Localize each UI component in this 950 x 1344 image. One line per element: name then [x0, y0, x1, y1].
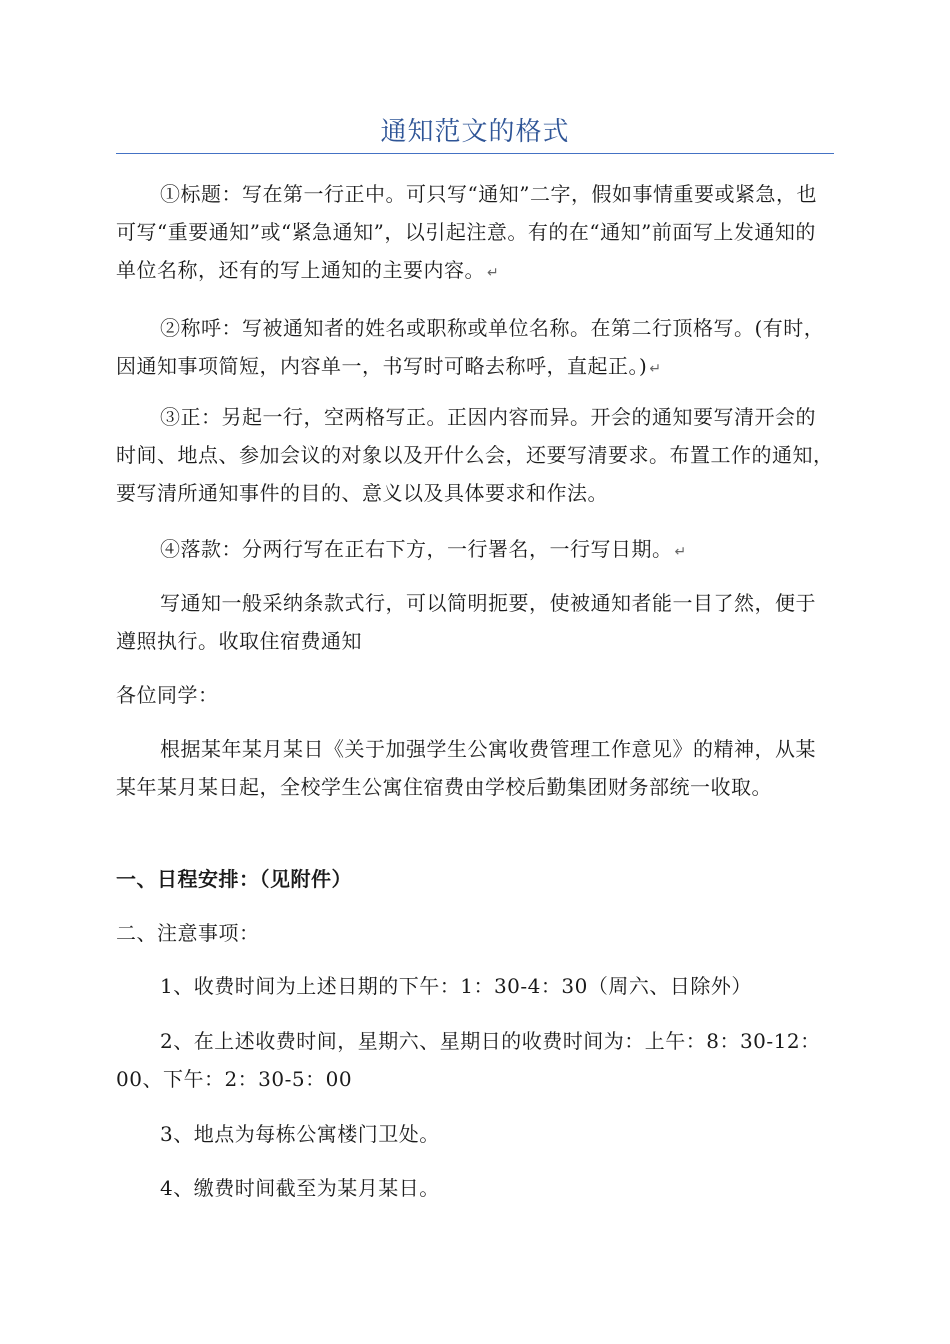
paragraph-signature-rule [116, 530, 836, 571]
page-title: 通知范文的格式 [380, 117, 570, 147]
paragraph-text: ④落款：分两行写在正右下方，一行署名，一行写日期。 [160, 537, 673, 561]
paragraph-mark-icon: ↵ [487, 265, 500, 281]
paragraph-mark-icon: ↵ [674, 544, 687, 560]
note-item-4: 4、缴费时间截至为某月某日。 [160, 1176, 440, 1200]
section-heading-schedule: 一、日程安排：（见附件） [116, 867, 352, 891]
note-item-2: 2、在上述收费时间，星期六、星期日的收费时间为：上午：8：30-12：00、下午：2：30-5：00 [116, 1029, 821, 1091]
paragraph-text: ③正：另起一行，空两格写正。正因内容而异。开会的通知要写清开会的时间、地点、参加会议的对象以及开什么会，还要写清要求。布置工作的通知，要写清所通知事件的目的、意义以及具体要求和作法。 [116, 405, 834, 505]
title-underline [116, 153, 834, 154]
salutation-line: 各位同学： [116, 683, 219, 707]
paragraph-title-rule [116, 175, 836, 292]
paragraph-text: ①标题：写在第一行正中。可只写“通知”二字，假如事情重要或紧急，也可写“重要通知”或“紧急通知”，以引起注意。有的在“通知”前面写上发通知的单位名称，还有的写上通知的主要内容。 [116, 182, 817, 282]
note-item-3: 3、地点为每栋公寓楼门卫处。 [160, 1122, 440, 1146]
paragraph-mark-icon: ↵ [649, 361, 662, 377]
paragraph-text: 写通知一般采纳条款式行，可以简明扼要，使被通知者能一目了然，便于遵照执行。收取住宿费通知 [116, 591, 816, 653]
paragraph-salutation-rule [116, 309, 836, 388]
section-heading-notes: 二、注意事项： [116, 921, 260, 945]
paragraph-summary [116, 584, 836, 660]
paragraph-body-rule [116, 398, 836, 512]
notice-body-paragraph: 根据某年某月某日《关于加强学生公寓收费管理工作意见》的精神，从某某年某月某日起，全校学生公寓住宿费由学校后勤集团财务部统一收取。 [116, 737, 816, 799]
paragraph-text: ②称呼：写被通知者的姓名或职称或单位名称。在第二行顶格写。(有时，因通知事项简短，内容单一，书写时可略去称呼，直起正。) [116, 316, 825, 378]
note-item-1: 1、收费时间为上述日期的下午：1：30-4：30（周六、日除外） [160, 974, 752, 998]
